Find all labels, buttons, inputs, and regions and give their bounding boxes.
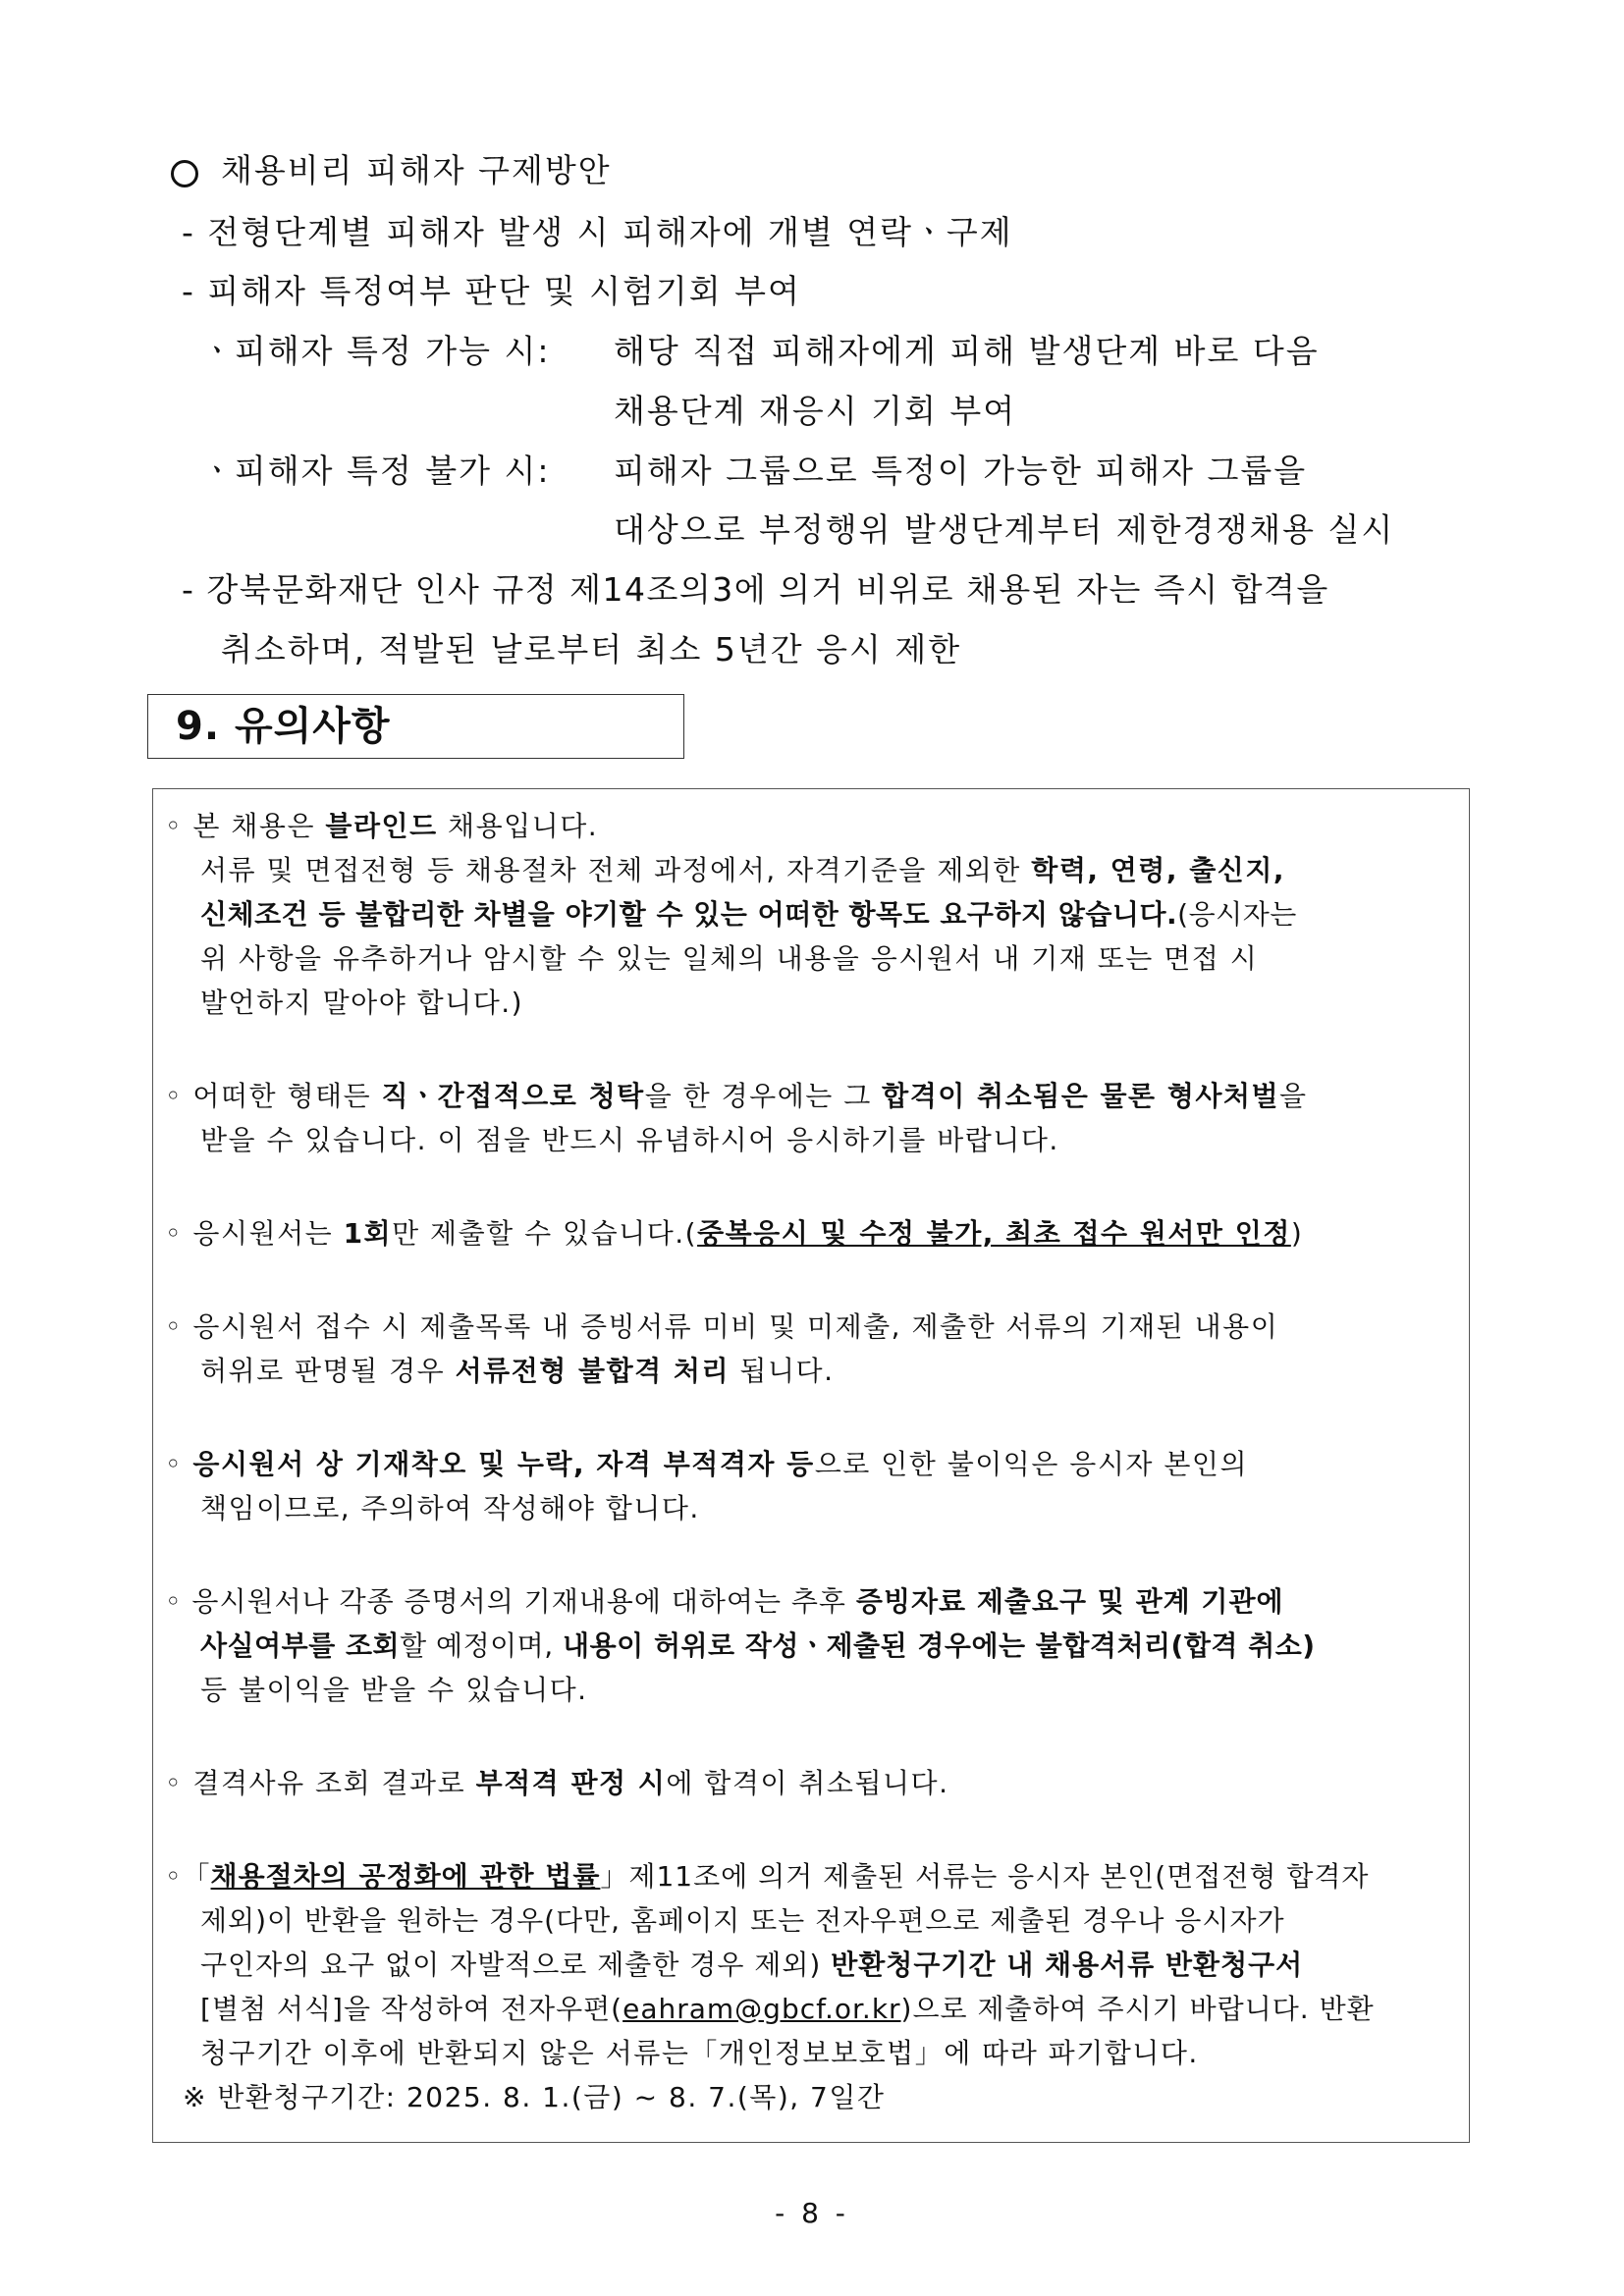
notice-5-line-2: 책임이므로, 주의하여 작성해야 합니다. (200, 1492, 700, 1524)
relief-case-2-line-2: 대상으로 부정행위 발생단계부터 제한경쟁채용 실시 (614, 510, 1395, 549)
notice-8-line-6: ※ 반환청구기간: 2025. 8. 1.(금) ~ 8. 7.(목), 7일간 (183, 2081, 886, 2113)
notice-8-line-5: 청구기간 이후에 반환되지 않은 서류는「개인정보보호법」에 따라 파기합니다. (200, 2037, 1199, 2069)
bullet: ◦ (165, 1217, 184, 1250)
notice-6-line-1: ◦ 응시원서나 각종 증명서의 기재내용에 대하여는 추후 증빙자료 제출요구 및 관계 기관에 (165, 1585, 1284, 1618)
relief-case-2-line-1: 피해자 그룹으로 특정이 가능한 피해자 그룹을 (614, 452, 1308, 490)
bullet: ◦ (165, 1767, 184, 1799)
notice-1-line-2: 서류 및 면접전형 등 채용절차 전체 과정에서, 자격기준을 제외한 학력, 연령, 출신지, (200, 854, 1286, 886)
notice-8-line-1: ◦「채용절차의 공정화에 관한 법률」제11조에 의거 제출된 서류는 응시자 본인(면접전형 합격자 (165, 1860, 1370, 1893)
notice-1-line-5: 발언하지 말아야 합니다.) (200, 987, 524, 1019)
notice-2-line-1: ◦ 어떠한 형태든 직ㆍ간접적으로 청탁을 한 경우에는 그 합격이 취소됨은 물론 형사처벌을 (165, 1080, 1308, 1112)
relief-case-1-line-2: 채용단계 재응시 기회 부여 (614, 392, 1017, 430)
notice-6-line-3: 등 불이익을 받을 수 있습니다. (200, 1674, 588, 1706)
relief-item-2: - 피해자 특정여부 판단 및 시험기회 부여 (182, 272, 801, 310)
notice-1-line-4: 위 사항을 유추하거나 암시할 수 있는 일체의 내용을 응시원서 내 기재 또는 면접 시 (200, 942, 1259, 975)
bullet: ◦ (165, 1080, 184, 1112)
page-number: - 8 - (775, 2197, 849, 2229)
notice-1-line-1: ◦ 본 채용은 블라인드 채용입니다. (165, 810, 599, 842)
email-link[interactable]: eahram@gbcf.or.kr (623, 1993, 901, 2025)
section-heading-box (147, 694, 684, 759)
relief-item-3-line-2: 취소하며, 적발된 날로부터 최소 5년간 응시 제한 (221, 630, 962, 668)
relief-case-1-line-1: 해당 직접 피해자에게 피해 발생단계 바로 다음 (614, 332, 1320, 370)
relief-case-2-label: ㆍ피해자 특정 불가 시: (201, 452, 551, 490)
notice-4-line-1: ◦ 응시원서 접수 시 제출목록 내 증빙서류 미비 및 미제출, 제출한 서류의 기재된 내용이 (165, 1310, 1279, 1343)
bullet: ◦ (165, 1860, 183, 1893)
relief-item-1: - 전형단계별 피해자 발생 시 피해자에 개별 연락ㆍ구제 (182, 213, 1013, 251)
notice-7-line-1: ◦ 결격사유 조회 결과로 부적격 판정 시에 합격이 취소됩니다. (165, 1767, 949, 1799)
bullet: ◦ (165, 1310, 184, 1343)
bullet: ◦ (165, 1585, 183, 1618)
section-heading: 9. 유의사항 (176, 704, 391, 749)
notice-5-line-1: ◦ 응시원서 상 기재착오 및 누락, 자격 부적격자 등으로 인한 불이익은 응시자 본인의 (165, 1448, 1248, 1480)
notice-2-line-2: 받을 수 있습니다. 이 점을 반드시 유념하시어 응시하기를 바랍니다. (200, 1124, 1059, 1156)
notice-box (152, 788, 1470, 2143)
notice-3-line-1: ◦ 응시원서는 1회만 제출할 수 있습니다.(중복응시 및 수정 불가, 최초 접수 원서만 인정) (165, 1217, 1304, 1250)
circle-bullet-icon (171, 160, 198, 187)
bullet: ◦ (165, 810, 184, 842)
notice-4-line-2: 허위로 판명될 경우 서류전형 불합격 처리 됩니다. (200, 1355, 835, 1387)
notice-1-line-3: 신체조건 등 불합리한 차별을 야기할 수 있는 어떠한 항목도 요구하지 않습니다.(응시자는 (200, 898, 1297, 931)
notice-8-line-3: 구인자의 요구 없이 자발적으로 제출한 경우 제외) 반환청구기간 내 채용서류 반환청구서 (200, 1949, 1304, 1981)
relief-item-3-line-1: - 강북문화재단 인사 규정 제14조의3에 의거 비위로 채용된 자는 즉시 합격을 (182, 570, 1329, 609)
relief-case-1-label: ㆍ피해자 특정 가능 시: (201, 332, 551, 370)
notice-8-line-2: 제외)이 반환을 원하는 경우(다만, 홈페이지 또는 전자우편으로 제출된 경우나 응시자가 (200, 1904, 1285, 1937)
notice-8-line-4: [별첨 서식]을 작성하여 전자우편(eahram@gbcf.or.kr)으로 제출하여 주시기 바랍니다. 반환 (200, 1993, 1375, 2025)
notice-6-line-2: 사실여부를 조회할 예정이며, 내용이 허위로 작성ㆍ제출된 경우에는 불합격처리(합격 취소) (200, 1629, 1316, 1662)
bullet: ◦ (165, 1448, 184, 1480)
relief-title: 채용비리 피해자 구제방안 (221, 151, 612, 189)
